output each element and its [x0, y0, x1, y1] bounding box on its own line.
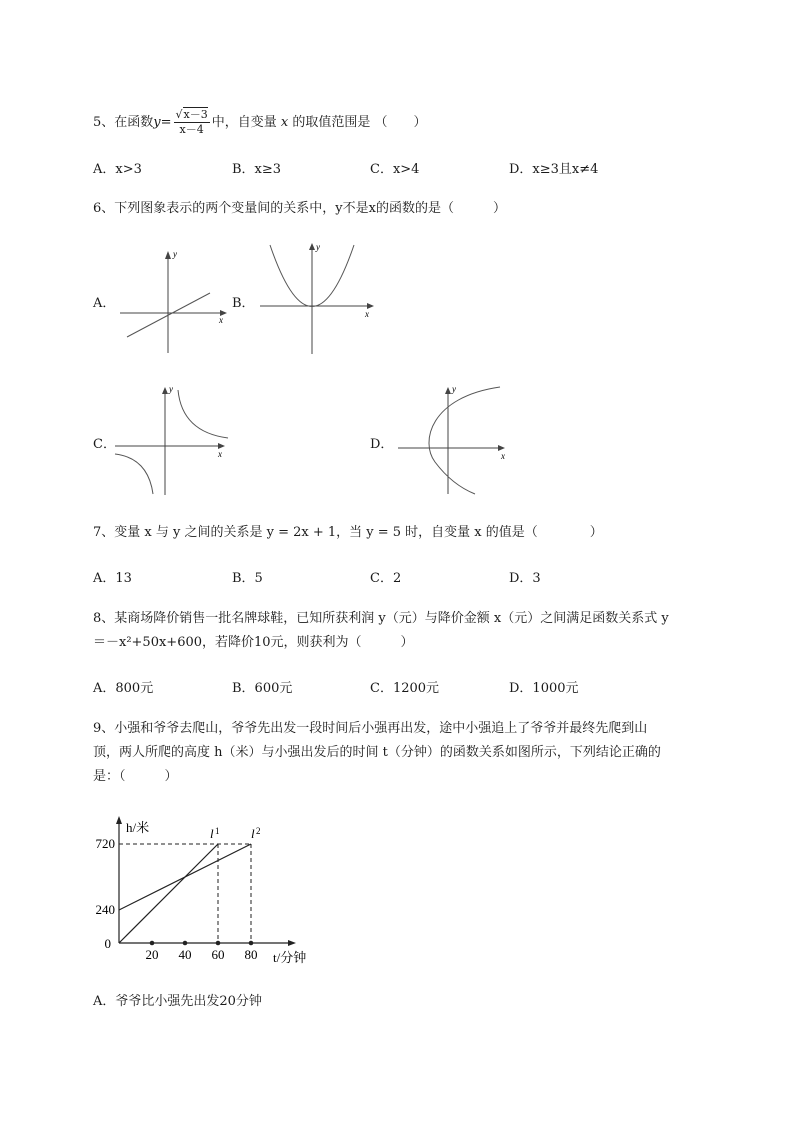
q6a-x-label: x	[219, 315, 223, 325]
q9-height-time-chart	[88, 810, 338, 972]
q9-y-axis-arrow	[116, 816, 122, 824]
q5-suffix2: 的取值范围是 （ ）	[292, 115, 427, 130]
q9-x-tick-dot-60	[216, 941, 221, 946]
q6c-x-label: x	[218, 449, 222, 459]
q9-option-a: A．爷爷比小强先出发20分钟	[93, 994, 262, 1009]
q5-func-denominator: x－4	[179, 123, 204, 136]
q7-option-c: C．2	[370, 571, 402, 586]
q6a-y-arrow	[165, 251, 171, 259]
q7-option-a: A．13	[93, 571, 132, 586]
q8-option-a: A．800元	[93, 681, 154, 696]
q5-func-numerator: x－3	[183, 108, 208, 121]
q5-suffix: 中，自变量	[211, 115, 277, 130]
q9-x-tick-dot-80	[249, 941, 254, 946]
q5-fraction: $\frac{√x-3}{x-4}$	[175, 108, 208, 136]
q9-origin-label: 0	[104, 936, 111, 951]
q5-stem	[93, 108, 427, 137]
q6b-x-label: x	[365, 309, 369, 319]
q6-label-a: A．	[93, 296, 116, 311]
q9-series-l2	[119, 844, 251, 910]
q6-graph-d	[395, 382, 515, 497]
q6-label-d: D．	[370, 437, 394, 452]
q9-y-axis-label: h/米	[126, 820, 150, 835]
q5-option-b: B．x≥3	[232, 162, 282, 177]
q9-series-label-l2: l	[251, 826, 255, 841]
q9-series-subscript-l2: 2	[256, 826, 261, 836]
q8-option-d: D．1000元	[509, 681, 579, 696]
q6c-y-label: y	[169, 384, 173, 394]
q6b-y-label: y	[316, 242, 320, 252]
q9-x-axis-arrow	[288, 940, 296, 946]
q5-prefix: 5、在函数	[93, 115, 154, 130]
q6c-hyperbola-lower	[115, 454, 153, 494]
q9-series-label-l1: l	[210, 826, 214, 841]
q6-graph-c	[110, 382, 230, 497]
q6c-y-arrow	[162, 387, 168, 394]
q9-stem-line1: 9、小强和爷爷去爬山，爷爷先出发一段时间后小强再出发，途中小强追上了爷爷并最终先爬到山	[93, 721, 648, 736]
q9-x-tick-label-80: 80	[244, 947, 258, 962]
q7-option-d: D．3	[509, 571, 541, 586]
q7-option-b: B．5	[232, 571, 263, 586]
q6b-y-arrow	[309, 243, 315, 250]
q8-option-b: B．600元	[232, 681, 293, 696]
q7-stem: 7、变量 x 与 y 之间的关系是 y = 2x + 1，当 y = 5 时，自变量 x 的值是（ ）	[93, 525, 603, 540]
q8-stem-line2: ＝－x²+50x+600，若降价10元，则获利为（ ）	[93, 635, 414, 650]
q6-graph-a	[115, 245, 230, 357]
q9-x-tick-label-60: 60	[211, 947, 225, 962]
q5-option-c: C．x>4	[370, 162, 420, 177]
q9-x-tick-label-20: 20	[145, 947, 159, 962]
q9-x-tick-dot-20	[150, 941, 155, 946]
q9-series-l1	[119, 844, 218, 943]
q5-func-lhs: y=	[153, 115, 172, 130]
q5-var: x	[280, 115, 289, 130]
q5-option-d: D．x≥3且x≠4	[509, 162, 599, 177]
q6a-y-label: y	[173, 249, 177, 259]
q9-stem-line3: 是：（ ）	[93, 769, 178, 784]
q6-stem: 6、下列图象表示的两个变量间的关系中，y不是x的函数的是（ ）	[93, 201, 506, 216]
q9-x-tick-dot-40	[183, 941, 188, 946]
q9-y-tick-label-240: 240	[95, 902, 115, 917]
q8-option-c: C．1200元	[370, 681, 440, 696]
q6d-y-label: y	[452, 384, 456, 394]
q6d-sideways-parabola	[429, 387, 500, 494]
q6d-y-arrow	[445, 387, 451, 394]
q6-graph-b	[255, 240, 380, 358]
q9-stem-line2: 顶，两人所爬的高度 h（米）与小强出发后的时间 t（分钟）的函数关系如图所示，下列结论正确的	[93, 745, 661, 760]
q6d-x-label: x	[501, 451, 505, 461]
q9-y-tick-label-720: 720	[95, 836, 115, 851]
q6-label-b: B．	[232, 296, 255, 311]
q9-x-axis-label: t/分钟	[273, 950, 307, 965]
q5-option-a: A．x>3	[93, 162, 142, 177]
q8-stem-line1: 8、某商场降价销售一批名牌球鞋，已知所获利润 y（元）与降价金额 x（元）之间满足函数关系式 y	[93, 611, 669, 626]
q9-x-tick-label-40: 40	[178, 947, 192, 962]
q9-series-subscript-l1: 1	[215, 826, 220, 836]
q6c-hyperbola-upper	[178, 390, 228, 438]
q6-label-c: C．	[93, 437, 116, 452]
